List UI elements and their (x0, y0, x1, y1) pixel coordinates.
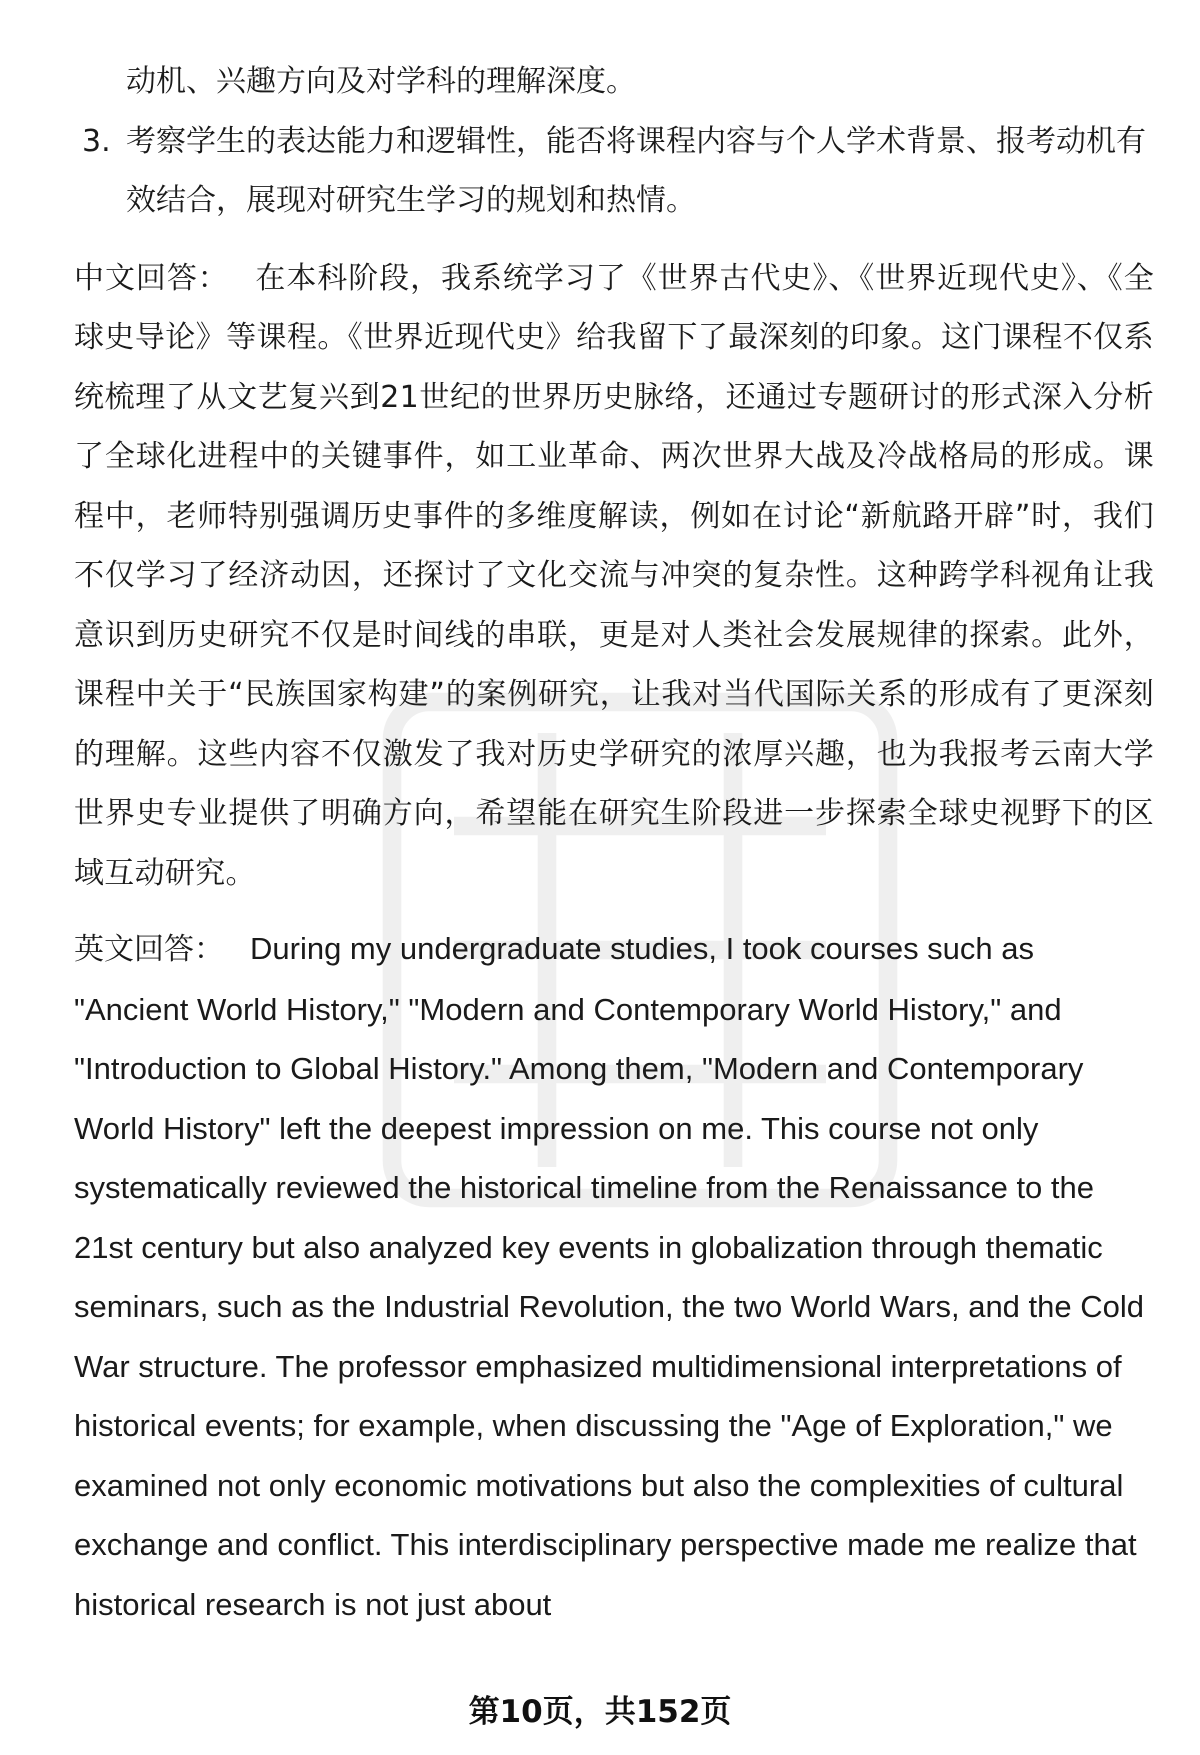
chinese-answer-paragraph (74, 249, 1154, 904)
english-answer-label: 英文回答： (74, 932, 224, 967)
list-item-3 (74, 112, 1154, 231)
list-item-number: 3. (82, 123, 111, 159)
document-body (74, 52, 1154, 1634)
list-item-text: 考察学生的表达能力和逻辑性，能否将课程内容与个人学术背景、报考动机有效结合，展现对研究生学习的规划和热情。 (126, 123, 1146, 218)
chinese-answer-text: 在本科阶段，我系统学习了《世界古代史》、《世界近现代史》、《全球史导论》等课程。《世界近现代史》给我留下了最深刻的印象。这门课程不仅系统梳理了从文艺复兴到21世纪的世界历史脉络，还通过专题研讨的形式深入分析了全球化进程中的关键事件，如工业革命、两次世界大战及冷战格局的形成。课程中，老师特别强调历史事件的多维度解读，例如在讨论“新航路开辟”时，我们不仅学习了经济动因，还探讨了文化交流与冲突的复杂性。这种跨学科视角让我意识到历史研究不仅是时间线的串联，更是对人类社会发展规律的探索。此外，课程中关于“民族国家构建”的案例研究，让我对当代国际关系的形成有了更深刻的理解。这些内容不仅激发了我对历史学研究的浓厚兴趣，也为我报考云南大学世界史专业提供了明确方向，希望能在研究生阶段进一步探索全球史视野下的区域互动研究。 (74, 260, 1155, 891)
chinese-answer-label: 中文回答： (74, 260, 229, 296)
english-answer-paragraph (74, 919, 1154, 1634)
english-answer-text: During my undergraduate studies, I took courses such as "Ancient World History," "Modern and Contemporary World History," and "Introduction to Global History." Among them, "Modern and Contemporary World History" left the deepest impression on me. This course not only systematically reviewed the historical timeline from the Renaissance to the 21st century but also analyzed key events in globalization through thematic seminars, such as the Industrial Revolution, the two World Wars, and the Cold War structure. The professor emphasized multidimensional interpretations of historical events; for example, when discussing the "Age of Exploration," we examined not only economic motivations but also the complexities of cultural exchange and conflict. This interdisciplinary perspective made me realize that historical research is not just about (74, 931, 1144, 1622)
page-number-footer: 第10页，共152页 (468, 1694, 732, 1730)
list-item-2-continuation: 动机、兴趣方向及对学科的理解深度。 (126, 64, 636, 99)
